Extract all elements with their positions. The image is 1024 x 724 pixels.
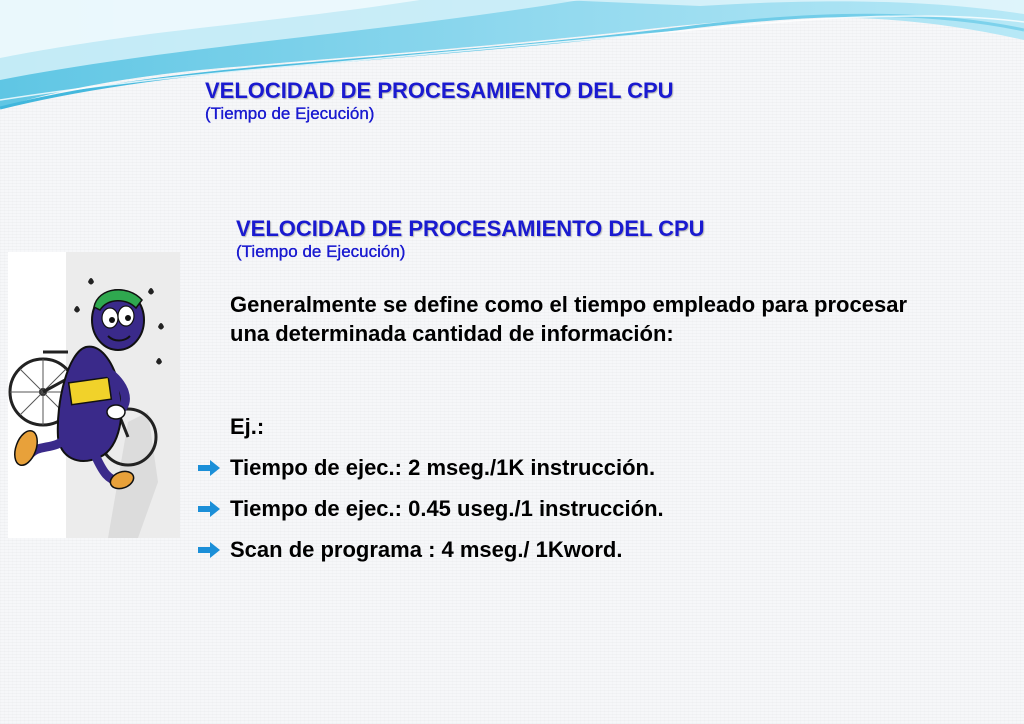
content-title-block	[236, 217, 705, 263]
bullet-text: Scan de programa : 4 mseg./ 1Kword.	[230, 537, 623, 562]
bullet-text: Tiempo de ejec.: 0.45 useg./1 instrucción.	[230, 496, 664, 521]
arrow-right-icon	[196, 493, 226, 525]
header-title-block	[205, 79, 674, 125]
arrow-right-icon	[196, 534, 226, 566]
bullet-list	[196, 452, 664, 575]
body-text	[230, 290, 907, 439]
header-title: VELOCIDAD DE PROCESAMIENTO DEL CPU	[205, 78, 674, 103]
content-title: VELOCIDAD DE PROCESAMIENTO DEL CPU	[236, 216, 705, 241]
bullet-text: Tiempo de ejec.: 2 mseg./1K instrucción.	[230, 455, 656, 480]
content-subtitle: (Tiempo de Ejecución)	[236, 242, 406, 261]
cyclist-cartoon-illustration	[8, 252, 180, 538]
list-item	[196, 452, 664, 493]
definition-paragraph: Generalmente se define como el tiempo empleado para procesar una determinada cantidad de información:	[230, 292, 907, 346]
list-item	[196, 534, 664, 575]
list-item	[196, 493, 664, 534]
header-subtitle: (Tiempo de Ejecución)	[205, 104, 375, 123]
arrow-right-icon	[196, 452, 226, 484]
example-label: Ej.:	[230, 414, 265, 439]
